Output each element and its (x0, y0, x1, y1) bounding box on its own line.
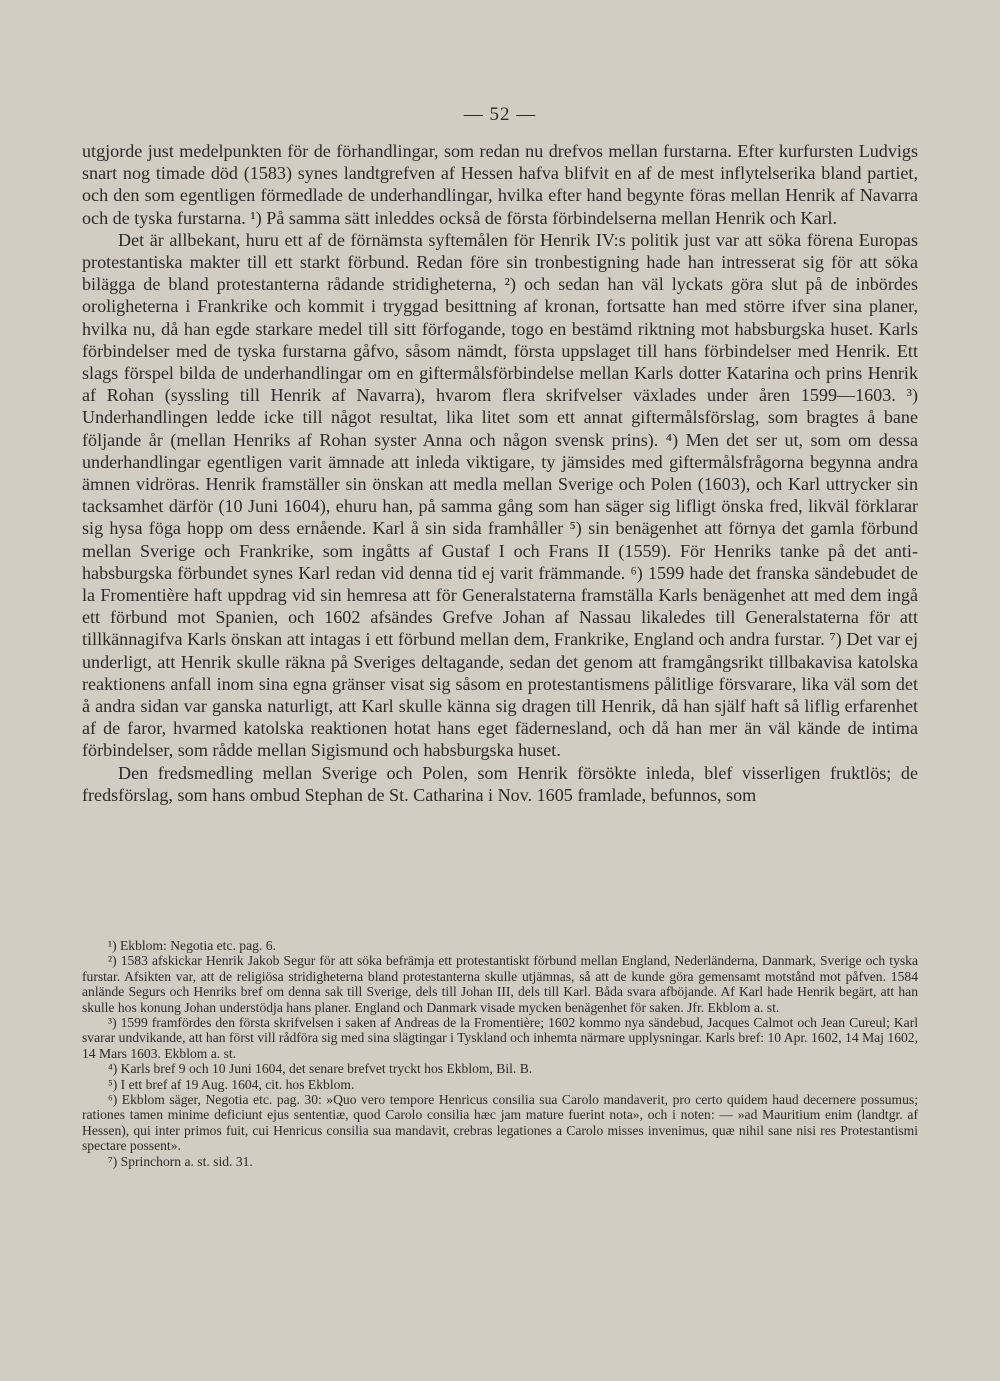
paragraph-1: utgjorde just medelpunkten för de förhandlingar, som redan nu drefvos mellan furstarna. Efter kurfursten Ludvigs snart nog timade död (1583) synes landtgrefven af Hessen hafva blifvit en af de mest inflytelserika bland partiet, och den som egentligen förmedlade de underhandlingar, hvilka efter hand begynte föras mellan Henrik af Navarra och de tyska furstarna. ¹) På samma sätt inleddes också de första förbindelserna mellan Henrik och Karl. (82, 141, 918, 228)
page-number: — 52 — (463, 104, 537, 125)
footnote-1: ¹) Ekblom: Negotia etc. pag. 6. (108, 938, 276, 953)
paragraph-2: Det är allbekant, huru ett af de förnämsta syftemålen för Henrik IV:s politik just var att söka förena Europas protestantiska makter till ett starkt förbund. Redan före sin tronbestigning hade han intresserat sig för att söka bilägga de bland protestanterna rådande stridigheterna, ²) och sedan han väl lyckats göra slut på de inbördes oroligheterna i Frankrike och kommit i tryggad besittning af kronan, fortsatte han med större ifver sina planer, hvilka nu, då han egde starkare medel till sitt förfogande, togo en bestämd riktning mot habsburgska huset. Karls förbindelser med de tyska furstarna gåfvo, såsom nämdt, första uppslaget till hans förbindelser med Henrik. Ett slags förspel bilda de underhandlingar om en giftermålsförbindelse mellan Karls dotter Katarina och prins Henrik af Rohan (syssling till Henrik af Navarra), hvarom flera skrifvelser växlades under åren 1599—1603. ³) Underhandlingen ledde icke till något resultat, lika litet som ett annat giftermålsförslag, som bragtes å bane följande år (mellan Henriks af Rohan syster Anna och någon svensk prins). ⁴) Men det ser ut, som om dessa underhandlingar egentligen varit ämnade att inleda viktigare, ty jämsides med giftermålsfrågorna begynna andra ämnen vidröras. Henrik framställer sin önskan att medla mellan Sverige och Polen (1603), och Karl uttrycker sin tacksamhet därför (10 Juni 1604), ehuru han, på samma gång som han säger sig lifligt önska fred, likväl förklarar sig hysa föga hopp om dess ernående. Karl å sin sida framhåller ⁵) sin benägenhet att förnya det gamla förbund mellan Sverige och Frankrike, som ingåtts af Gustaf I och Frans II (1559). För Henriks tanke på det anti-habsburgska förbundet synes Karl redan vid denna tid ej varit främmande. ⁶) 1599 hade det franska sändebudet de la Fromentière haft uppdrag vid sin hemresa att för Generalstaterna framställa Karls benägenhet att med dem ingå ett förbund mot Spanien, och 1602 afsändes Grefve Johan af Nassau likaledes till Generalstaterna för att tillkännagifva Karls önskan att intagas i ett förbund mellan dem, Frankrike, England och andra furstar. ⁷) Det var ej underligt, att Henrik skulle räkna på Sveriges deltagande, sedan det genom att framgångsrikt tillbakavisa katolska reaktionens anfall inom sina egna gränser visat sig såsom en protestantismens pålitlige försvarare, lika väl som det å andra sidan var ganska naturligt, att Karl skulle känna sig dragen till Henrik, då han själf haft så liflig erfarenhet af de faror, hvarmed katolska reaktionen hotat hans eget fädernesland, och då han mer än väl kände de intima förbindelser, som rådde mellan Sigismund och habsburgska huset. (82, 229, 918, 761)
footnote-3: ³) 1599 framfördes den första skrifvelsen i saken af Andreas de la Fromentière; 1602 kommo nya sändebud, Jacques Calmot och Jean Cureul; Karl svarar undvikande, att han först vill rådföra sig med sina slägtingar i Tyskland och inhemta närmare upplysningar. Karls bref: 10 Apr. 1602, 14 Maj 1602, 14 Mars 1603. Ekblom a. st. (82, 1015, 918, 1061)
footnote-7: ⁷) Sprinchorn a. st. sid. 31. (108, 1153, 253, 1169)
footnote-5: ⁵) I ett bref af 19 Aug. 1604, cit. hos Ekblom. (108, 1076, 355, 1092)
footnote-4: ⁴) Karls bref 9 och 10 Juni 1604, det senare brefvet tryckt hos Ekblom, Bil. B. (108, 1061, 533, 1077)
footnote-6: ⁶) Ekblom säger, Negotia etc. pag. 30: »Quo vero tempore Henricus consilia sua Carolo mandaverit, pro certo quidem haud decernere possumus; rationes tamen minime deficiunt ejus sententiæ, quod Carolo consilia hæc jam mature fuerint nota», och i noten: — »ad Mauritium enim (landtgr. af Hessen), qui inter primos fuit, cui Henricus consilia sua mandavit, crebras legationes a Carolo misses invenimus, quæ nihil sane nisi res Protestantismi spectare possent». (82, 1092, 918, 1154)
footnote-2: ²) 1583 afskickar Henrik Jakob Segur för att söka befrämja ett protestantiskt förbund mellan England, Nederländerna, Danmark, Sverige och tyska furstar. Afsikten var, att de religiösa stridigheterna bland protestanterna skulle utjämnas, så att de kunde göra gemensamt motstånd mot påfven. 1584 anlände Segurs och Henriks bref om denna sak till Sverige, dels till Johan III, dels till Karl. Båda svara afböjande. Af Karl hade Henrik begärt, att han skulle hos konung Johan understödja hans planer. England och Danmark visade mycken benägenhet för saken. Jfr. Ekblom a. st. (82, 953, 918, 1015)
footnotes (82, 938, 918, 1169)
paragraph-3: Den fredsmedling mellan Sverige och Polen, som Henrik försökte inleda, blef visserligen fruktlös; de fredsförslag, som hans ombud Stephan de St. Catharina i Nov. 1605 framlade, befunnos, som (82, 762, 918, 805)
main-text (82, 140, 918, 806)
